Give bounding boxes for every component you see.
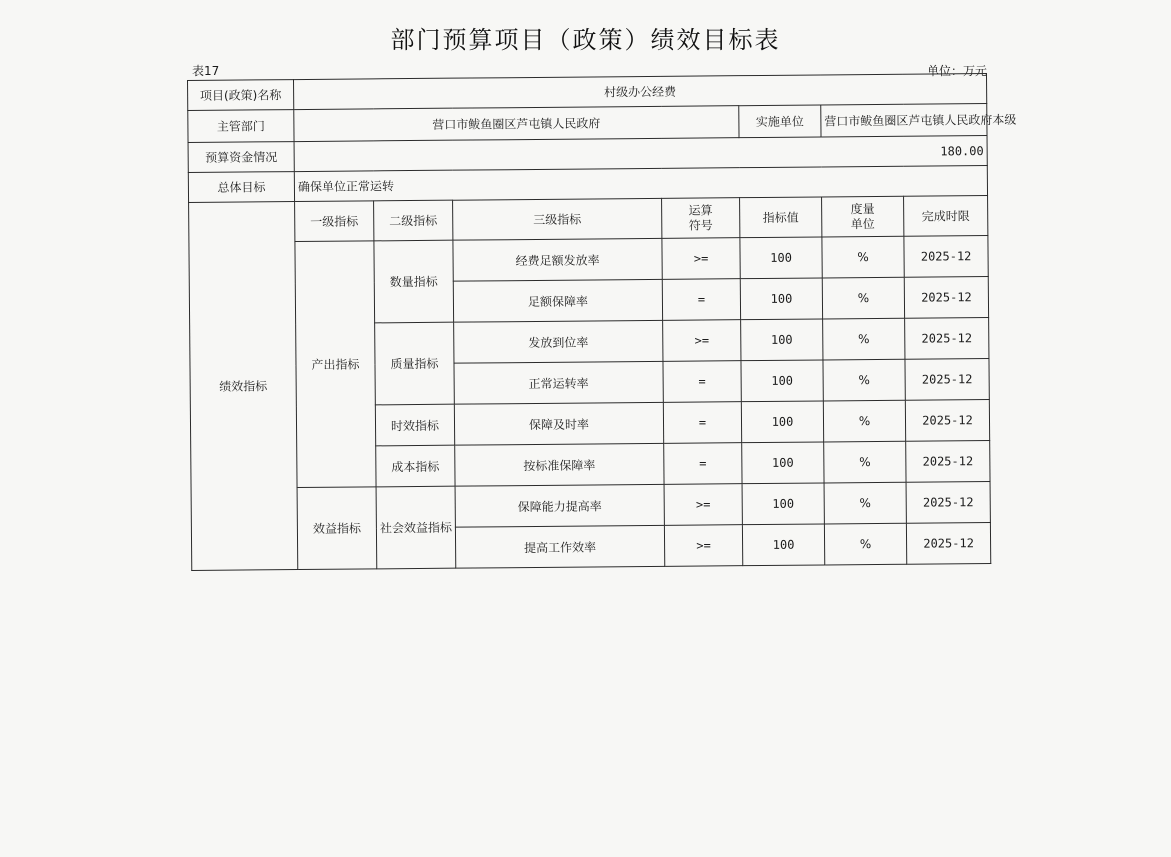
indicator-op: = <box>663 361 741 403</box>
level2-cell: 成本指标 <box>376 445 455 487</box>
indicator-deadline: 2025-12 <box>904 236 988 278</box>
table-row <box>189 236 988 284</box>
indicator-name: 正常运转率 <box>454 361 663 404</box>
indicator-name: 足额保障率 <box>453 279 662 322</box>
perf-label: 绩效指标 <box>189 202 298 571</box>
indicator-op: = <box>664 443 742 485</box>
indicator-name: 保障能力提高率 <box>455 484 664 527</box>
indicator-unit: % <box>822 277 904 319</box>
indicator-name: 经费足额发放率 <box>453 238 662 281</box>
indicator-name: 按标准保障率 <box>455 443 664 486</box>
indicator-value: 100 <box>741 401 823 443</box>
level1-cell: 产出指标 <box>295 241 376 488</box>
indicator-op: >= <box>662 238 740 280</box>
level2-cell: 质量指标 <box>375 322 455 405</box>
indicator-name: 提高工作效率 <box>455 525 664 568</box>
dept-value: 营口市鲅鱼圈区芦屯镇人民政府 <box>294 106 739 142</box>
indicator-value: 100 <box>741 360 823 402</box>
indicator-value: 100 <box>742 483 824 525</box>
impl-value: 营口市鲅鱼圈区芦屯镇人民政府本级 <box>821 104 987 137</box>
indicator-deadline: 2025-12 <box>906 482 990 524</box>
indicator-deadline: 2025-12 <box>906 523 990 565</box>
project-name-value: 村级办公经费 <box>294 74 987 110</box>
header-level3: 三级指标 <box>453 198 662 240</box>
indicator-value: 100 <box>740 278 822 320</box>
indicator-op: >= <box>664 484 742 526</box>
indicator-unit: % <box>822 236 904 278</box>
header-row <box>189 196 988 243</box>
goal-value: 确保单位正常运转 <box>294 166 987 202</box>
indicator-value: 100 <box>740 237 822 279</box>
indicator-deadline: 2025-12 <box>904 277 988 319</box>
budget-value: 180.00 <box>294 136 987 172</box>
impl-label: 实施单位 <box>739 105 821 138</box>
header-op: 运算 符号 <box>662 198 740 239</box>
level2-cell: 时效指标 <box>375 404 454 446</box>
table-row <box>191 482 990 530</box>
indicator-unit: % <box>824 441 906 483</box>
header-level1: 一级指标 <box>295 201 374 242</box>
indicator-name: 保障及时率 <box>454 402 663 445</box>
indicator-unit: % <box>824 482 906 524</box>
indicator-deadline: 2025-12 <box>905 400 989 442</box>
indicator-unit: % <box>824 523 906 565</box>
dept-label: 主管部门 <box>188 110 294 143</box>
table-number: 表17 <box>192 64 220 78</box>
indicator-unit: % <box>823 400 905 442</box>
unit-label: 单位：万元 <box>926 64 987 78</box>
performance-target-table <box>187 73 1017 571</box>
project-name-label: 项目(政策)名称 <box>188 80 294 111</box>
goal-label: 总体目标 <box>188 172 294 203</box>
header-deadline: 完成时限 <box>904 196 988 237</box>
indicator-value: 100 <box>741 319 823 361</box>
indicator-unit: % <box>823 359 905 401</box>
level2-cell: 社会效益指标 <box>376 486 456 569</box>
indicator-deadline: 2025-12 <box>906 441 990 483</box>
indicator-op: = <box>663 402 741 444</box>
indicator-deadline: 2025-12 <box>905 318 989 360</box>
indicator-deadline: 2025-12 <box>905 359 989 401</box>
level1-cell: 效益指标 <box>297 487 377 570</box>
indicator-name: 发放到位率 <box>454 320 663 363</box>
header-level2: 二级指标 <box>374 200 453 241</box>
indicator-value: 100 <box>742 442 824 484</box>
budget-label: 预算资金情况 <box>188 142 294 173</box>
level2-cell: 数量指标 <box>374 240 454 323</box>
indicator-op: >= <box>664 525 742 567</box>
indicator-unit: % <box>823 318 905 360</box>
indicator-value: 100 <box>742 524 824 566</box>
indicator-op: >= <box>663 320 741 362</box>
page-title: 部门预算项目（政策）绩效目标表 <box>390 26 781 54</box>
indicator-op: = <box>662 279 740 321</box>
header-unit: 度量 单位 <box>822 196 904 237</box>
header-value: 指标值 <box>740 197 822 238</box>
